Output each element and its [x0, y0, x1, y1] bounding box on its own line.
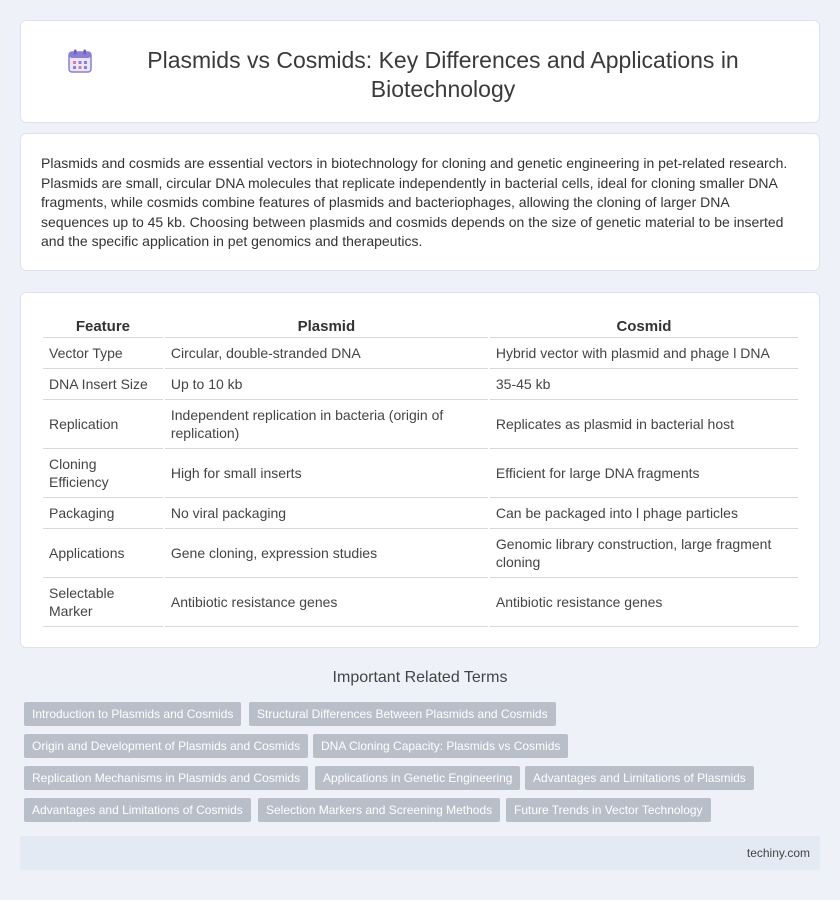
plasmid-cell: High for small inserts — [165, 449, 488, 498]
table-row — [43, 498, 798, 529]
table-row — [43, 578, 798, 627]
cosmid-cell: Efficient for large DNA fragments — [490, 449, 798, 498]
related-terms-section — [20, 664, 820, 822]
related-term-tag[interactable]: Origin and Development of Plasmids and Cosmids — [24, 734, 308, 758]
table-row — [43, 369, 798, 400]
footer-site-link[interactable]: techiny.com — [746, 846, 810, 860]
intro-paragraph: Plasmids and cosmids are essential vectors in biotechnology for cloning and genetic engineering in pet-related research. Plasmids are small, circular DNA molecules that replicate independently in bacterial cells, ideal for cloning smaller DNA fragments, while cosmids combine features of plasmids and bacteriophages, allowing the cloning of larger DNA sequences up to 45 kb. Choosing between plasmids and cosmids depends on the size of genetic material to be inserted and the specific application in pet genomics and therapeutics. — [41, 155, 788, 250]
header-card — [20, 20, 820, 123]
feature-cell: Selectable Marker — [43, 578, 163, 627]
plasmid-cell: Independent replication in bacteria (origin of replication) — [165, 400, 488, 449]
plasmid-cell: Up to 10 kb — [165, 369, 488, 400]
table-row — [43, 338, 798, 369]
feature-cell: Vector Type — [43, 338, 163, 369]
calendar-icon — [67, 48, 93, 74]
table-row — [43, 529, 798, 578]
cosmid-cell: Hybrid vector with plasmid and phage l DNA — [490, 338, 798, 369]
page-title: Plasmids vs Cosmids: Key Differences and Applications in Biotechnology — [147, 47, 739, 102]
table-row — [43, 449, 798, 498]
intro-card — [20, 133, 820, 271]
comparison-table — [41, 313, 800, 627]
table-row — [43, 400, 798, 449]
plasmid-cell: No viral packaging — [165, 498, 488, 529]
related-term-tag[interactable]: Selection Markers and Screening Methods — [258, 798, 500, 822]
feature-cell: Cloning Efficiency — [43, 449, 163, 498]
related-term-tag[interactable]: Advantages and Limitations of Plasmids — [525, 766, 754, 790]
related-term-tag[interactable]: DNA Cloning Capacity: Plasmids vs Cosmids — [313, 734, 568, 758]
cosmid-cell: Replicates as plasmid in bacterial host — [490, 400, 798, 449]
cosmid-cell: Can be packaged into l phage particles — [490, 498, 798, 529]
plasmid-cell: Antibiotic resistance genes — [165, 578, 488, 627]
related-term-tag[interactable]: Replication Mechanisms in Plasmids and Cosmids — [24, 766, 308, 790]
plasmid-cell: Circular, double-stranded DNA — [165, 338, 488, 369]
table-header-row — [43, 313, 798, 338]
plasmid-cell: Gene cloning, expression studies — [165, 529, 488, 578]
related-term-tag[interactable]: Future Trends in Vector Technology — [506, 798, 711, 822]
header-feature: Feature — [43, 313, 163, 338]
feature-cell: DNA Insert Size — [43, 369, 163, 400]
cosmid-cell: Genomic library construction, large fragment cloning — [490, 529, 798, 578]
feature-cell: Applications — [43, 529, 163, 578]
related-term-tag[interactable]: Advantages and Limitations of Cosmids — [24, 798, 251, 822]
header-plasmid: Plasmid — [165, 313, 488, 338]
related-term-tag[interactable]: Applications in Genetic Engineering — [315, 766, 520, 790]
footer — [20, 836, 820, 870]
related-term-tag[interactable]: Structural Differences Between Plasmids and Cosmids — [249, 702, 556, 726]
cosmid-cell: 35-45 kb — [490, 369, 798, 400]
feature-cell: Replication — [43, 400, 163, 449]
feature-cell: Packaging — [43, 498, 163, 529]
related-terms-title: Important Related Terms — [332, 669, 508, 686]
comparison-table-card — [20, 292, 820, 648]
related-term-tag[interactable]: Introduction to Plasmids and Cosmids — [24, 702, 241, 726]
related-terms-tags — [20, 692, 820, 822]
cosmid-cell: Antibiotic resistance genes — [490, 578, 798, 627]
header-cosmid: Cosmid — [490, 313, 798, 338]
